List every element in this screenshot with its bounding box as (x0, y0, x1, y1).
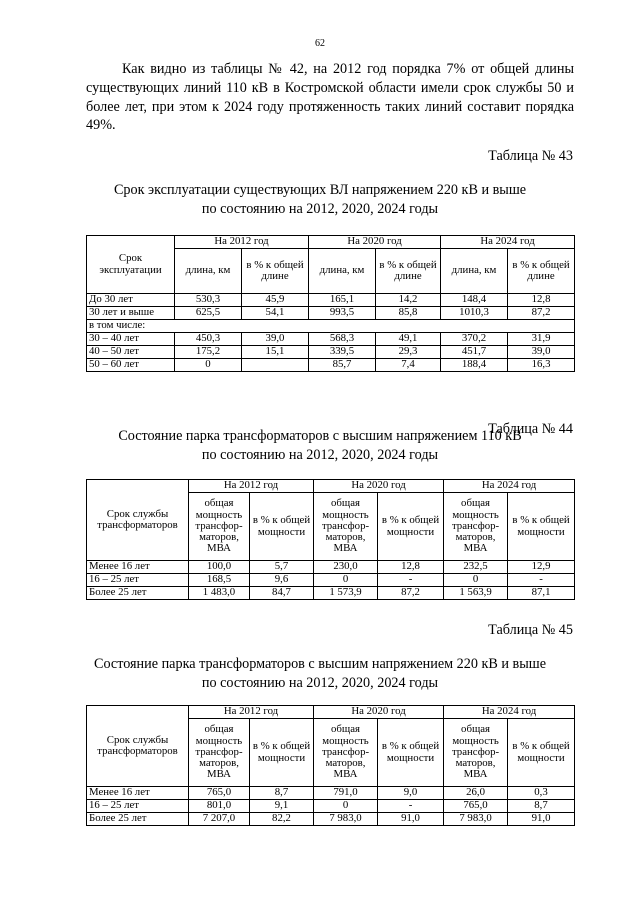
table-45-title (0, 655, 640, 692)
table-43-sub-header: длина, км (309, 249, 376, 294)
table-43-title-line: Срок эксплуатации существующих ВЛ напряжением 220 кВ и выше (113, 182, 527, 198)
cell: - (508, 574, 575, 587)
cell (242, 359, 309, 372)
cell: 87,2 (508, 307, 575, 320)
table-45-sub-header: общая мощность трансфор-маторов, МВА (444, 719, 508, 787)
cell: 801,0 (189, 800, 250, 813)
table-row (87, 813, 575, 826)
cell: 7 207,0 (189, 813, 250, 826)
cell: 84,7 (250, 587, 314, 600)
cell: 568,3 (309, 333, 376, 346)
table-45-sub-header: в % к общей мощности (378, 719, 444, 787)
table-43-sub-header: в % к общей длине (376, 249, 441, 294)
table-44-sub-header: общая мощность трансфор-маторов, МВА (189, 493, 250, 561)
table-45-sub-header: общая мощность трансфор-маторов, МВА (314, 719, 378, 787)
cell: 0,3 (508, 787, 575, 800)
table-row (87, 294, 575, 307)
cell: 765,0 (444, 800, 508, 813)
cell: - (378, 800, 444, 813)
table-row (87, 346, 575, 359)
row-label: 16 – 25 лет (87, 800, 189, 813)
table-45-title-line: по состоянию на 2012, 2020, 2024 годы (201, 674, 439, 691)
table-43-label: Таблица № 43 (488, 148, 573, 164)
intro-paragraph (86, 60, 574, 135)
cell: 370,2 (441, 333, 508, 346)
table-row (87, 574, 575, 587)
cell: 5,7 (250, 561, 314, 574)
cell: 450,3 (175, 333, 242, 346)
cell: 188,4 (441, 359, 508, 372)
table-43-title-line: по состоянию на 2012, 2020, 2024 годы (201, 200, 439, 217)
table-43-row-header: Срок эксплуатации (87, 236, 175, 294)
intro-line: порядка 49%. (86, 98, 574, 134)
cell: 165,1 (309, 294, 376, 307)
table-44-year-header: На 2024 год (444, 480, 575, 493)
table-45-sub-header: в % к общей мощности (250, 719, 314, 787)
table-43-sub-header: длина, км (441, 249, 508, 294)
cell: 12,8 (508, 294, 575, 307)
cell: 9,6 (250, 574, 314, 587)
table-45-year-header: На 2024 год (444, 706, 575, 719)
table-44-sub-header: общая мощность трансфор-маторов, МВА (444, 493, 508, 561)
cell: 168,5 (189, 574, 250, 587)
cell: 993,5 (309, 307, 376, 320)
table-row (87, 587, 575, 600)
table-43-sub-header: в % к общей длине (242, 249, 309, 294)
table-43-sub-header: в % к общей длине (508, 249, 575, 294)
table-row (87, 333, 575, 346)
table-44 (86, 479, 575, 600)
cell: 8,7 (250, 787, 314, 800)
row-label: 16 – 25 лет (87, 574, 189, 587)
table-44-title-line: по состоянию на 2012, 2020, 2024 годы (201, 446, 439, 463)
intro-line: 50 и более лет, при этом к 2024 году протяженность таких линий составит (86, 79, 575, 115)
cell: 7,4 (376, 359, 441, 372)
table-43-year-header: На 2024 год (441, 236, 575, 249)
table-44-sub-header: в % к общей мощности (250, 493, 314, 561)
cell: 451,7 (441, 346, 508, 359)
cell: 39,0 (508, 346, 575, 359)
cell: 14,2 (376, 294, 441, 307)
table-row (87, 307, 575, 320)
table-44-year-header: На 2012 год (189, 480, 314, 493)
cell: 87,2 (378, 587, 444, 600)
table-44-sub-header: в % к общей мощности (508, 493, 575, 561)
cell: 85,7 (309, 359, 376, 372)
table-45-year-header: На 2012 год (189, 706, 314, 719)
row-label: Менее 16 лет (87, 787, 189, 800)
cell: 16,3 (508, 359, 575, 372)
cell: 91,0 (508, 813, 575, 826)
cell: 12,9 (508, 561, 575, 574)
table-45-title-line: Состояние парка трансформаторов с высшим напряжением 220 кВ и выше (93, 656, 547, 672)
table-44-label: Таблица № 44 (488, 421, 573, 437)
table-44-title-line: Состояние парка трансформаторов с высшим напряжением 110 кВ (118, 428, 522, 444)
cell: 100,0 (189, 561, 250, 574)
table-44-sub-header: общая мощность трансфор-маторов, МВА (314, 493, 378, 561)
table-row (87, 320, 575, 333)
cell: 1 563,9 (444, 587, 508, 600)
table-45-label: Таблица № 45 (488, 622, 573, 638)
cell: 12,8 (378, 561, 444, 574)
table-row (87, 359, 575, 372)
cell: 1 573,9 (314, 587, 378, 600)
cell: 7 983,0 (444, 813, 508, 826)
cell: 625,5 (175, 307, 242, 320)
table-43-year-header: На 2012 год (175, 236, 309, 249)
table-45-year-header: На 2020 год (314, 706, 444, 719)
cell: 85,8 (376, 307, 441, 320)
cell: 26,0 (444, 787, 508, 800)
cell: 530,3 (175, 294, 242, 307)
cell: 339,5 (309, 346, 376, 359)
row-label: Менее 16 лет (87, 561, 189, 574)
table-44-sub-header: в % к общей мощности (378, 493, 444, 561)
cell: 230,0 (314, 561, 378, 574)
table-45-row-header: Срок службы трансформаторов (87, 706, 189, 787)
cell: 0 (175, 359, 242, 372)
intro-line: Как видно из таблицы № 42, на 2012 год порядка 7% от общей длины (122, 61, 574, 77)
cell: - (378, 574, 444, 587)
cell: 175,2 (175, 346, 242, 359)
row-label: Более 25 лет (87, 587, 189, 600)
table-row (87, 561, 575, 574)
cell: 15,1 (242, 346, 309, 359)
cell: 9,0 (378, 787, 444, 800)
row-label: 40 – 50 лет (87, 346, 175, 359)
intro-line: существующих линий 110 кВ в Костромской области имели срок службы (86, 79, 543, 96)
cell: 1 483,0 (189, 587, 250, 600)
cell: 765,0 (189, 787, 250, 800)
cell: 49,1 (376, 333, 441, 346)
cell: 91,0 (378, 813, 444, 826)
cell: 232,5 (444, 561, 508, 574)
table-45-sub-header: в % к общей мощности (508, 719, 575, 787)
table-44-title (0, 427, 640, 464)
row-label: в том числе: (87, 320, 575, 333)
cell: 7 983,0 (314, 813, 378, 826)
table-row (87, 787, 575, 800)
table-43-year-header: На 2020 год (309, 236, 441, 249)
cell: 39,0 (242, 333, 309, 346)
cell: 1010,3 (441, 307, 508, 320)
table-44-year-header: На 2020 год (314, 480, 444, 493)
row-label: 30 – 40 лет (87, 333, 175, 346)
cell: 54,1 (242, 307, 309, 320)
cell: 148,4 (441, 294, 508, 307)
cell: 0 (444, 574, 508, 587)
row-label: Более 25 лет (87, 813, 189, 826)
row-label: До 30 лет (87, 294, 175, 307)
cell: 82,2 (250, 813, 314, 826)
page-number: 62 (315, 38, 325, 49)
cell: 45,9 (242, 294, 309, 307)
table-43-sub-header: длина, км (175, 249, 242, 294)
cell: 87,1 (508, 587, 575, 600)
cell: 9,1 (250, 800, 314, 813)
table-44-row-header: Срок службы трансформаторов (87, 480, 189, 561)
table-row (87, 800, 575, 813)
table-43 (86, 235, 575, 372)
cell: 0 (314, 574, 378, 587)
table-45 (86, 705, 575, 826)
cell: 791,0 (314, 787, 378, 800)
cell: 29,3 (376, 346, 441, 359)
cell: 8,7 (508, 800, 575, 813)
cell: 31,9 (508, 333, 575, 346)
cell: 0 (314, 800, 378, 813)
table-45-sub-header: общая мощность трансфор-маторов, МВА (189, 719, 250, 787)
table-43-title (0, 181, 640, 218)
row-label: 50 – 60 лет (87, 359, 175, 372)
row-label: 30 лет и выше (87, 307, 175, 320)
